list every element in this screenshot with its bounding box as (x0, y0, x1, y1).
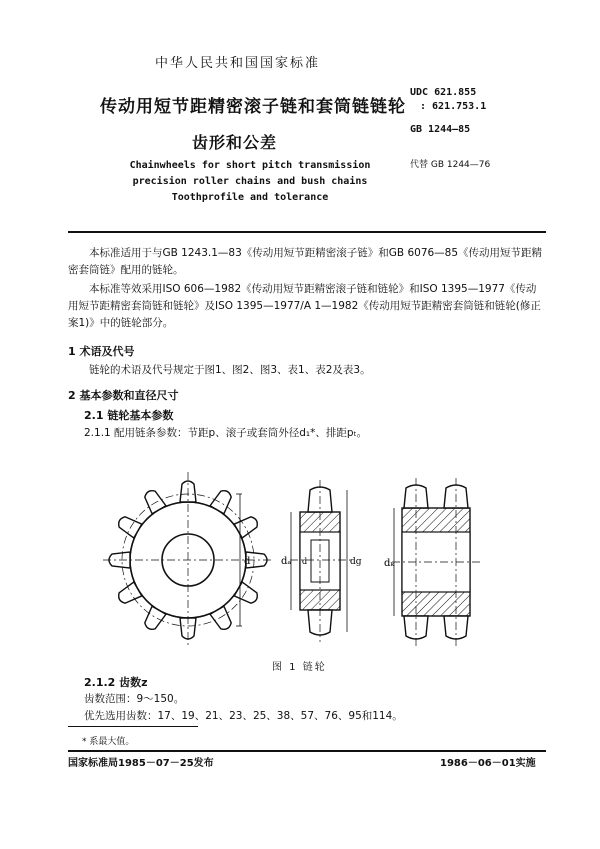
footnote-divider (68, 726, 198, 727)
section-2-1-1-text: 2.1.1 配用链条参数：节距p、滚子或套筒外径d₁*、排距pₜ。 (84, 427, 368, 439)
label-root-diameter: dₐ (281, 556, 292, 567)
udc-line2: : 621.753.1 (420, 101, 487, 112)
title-chinese-line2: 齿形和公差 (192, 133, 278, 152)
label-hub-diameter: dₖ (384, 558, 395, 569)
figure-1-caption: 图 1 链轮 (272, 662, 327, 673)
issued-date: 国家标准局1985－07－25发布 (68, 758, 214, 769)
section-2-1-2-heading: 2.1.2 齿数z (84, 676, 148, 689)
title-english-line1: Chainwheels for short pitch transmission (129, 160, 371, 171)
effective-date: 1986－06－01实施 (440, 758, 536, 769)
header-divider (68, 231, 546, 233)
sprocket-figure (60, 470, 540, 650)
udc-code (410, 86, 486, 114)
udc-line1: UDC 621.855 (410, 87, 477, 98)
label-pitch-diameter: d (244, 556, 251, 567)
footer-divider (68, 750, 546, 752)
sprocket-section-double (384, 478, 480, 646)
title-chinese-line1: 传动用短节距精密滚子链和套筒链链轮 (100, 97, 406, 117)
section-2-heading: 2 基本参数和直径尺寸 (68, 389, 179, 402)
footnote: * 系最大值。 (82, 737, 135, 747)
intro-paragraph-1: 本标准适用于与GB 1243.1—83《传动用短节距精密滚子链》和GB 6076—85《传动用短节距精密套筒链》配用的链轮。 (68, 247, 543, 276)
intro-paragraph-2: 本标准等效采用ISO 606—1982《传动用短节距精密滚子链和链轮》和ISO 1395—1977《传动用短节距精密套筒链和链轮》及ISO 1395—1977/A 1—1982《传动用短节距精密套筒链和链轮(修正案1)》中的链轮部分。 (68, 283, 541, 329)
label-groove-diameter: dg (350, 557, 362, 567)
standard-number: GB 1244—85 (410, 124, 471, 135)
label-bore-diameter: d (302, 557, 308, 566)
preferred-teeth-text: 优先选用齿数：17、19、21、23、25、38、57、76、95和114。 (84, 710, 403, 722)
replaces-standard: 代替 GB 1244—76 (410, 160, 491, 170)
section-1-text: 链轮的术语及代号规定于图1、图2、图3、表1、表2及表3。 (89, 364, 371, 376)
tooth-range-text: 齿数范围：9～150。 (84, 693, 185, 705)
section-1-heading: 1 术语及代号 (68, 345, 135, 358)
section-2-1-heading: 2.1 链轮基本参数 (84, 409, 174, 422)
title-english-line3: Toothprofile and tolerance (171, 192, 329, 203)
issuing-country-header: 中华人民共和国国家标准 (155, 56, 321, 71)
title-english-line2: precision roller chains and bush chains (132, 176, 368, 187)
sprocket-section-single (281, 480, 362, 642)
